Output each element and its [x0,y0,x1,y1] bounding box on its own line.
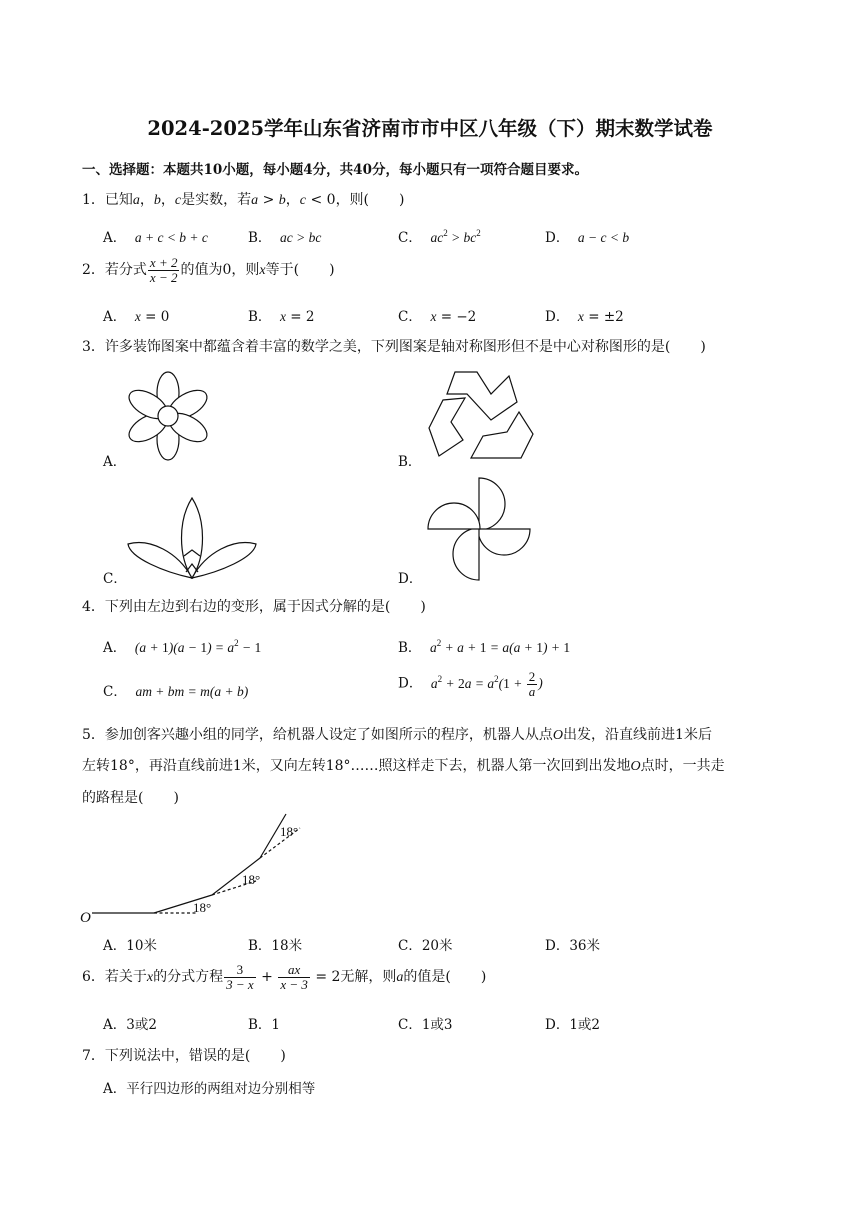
q4-option-a: A． $(a + 1)(a - 1) = a^2 - 1$ [103,638,262,656]
angle-label-3: 18° [280,824,299,839]
question-7: 7．下列说法中，错误的是( ) [82,1048,286,1064]
q1-option-b: B． ac > bc [248,230,322,246]
angle-label-2: 18° [242,872,261,887]
q6-option-a: A．3或2 [103,1017,157,1033]
robot-path-figure [80,810,320,930]
lotus-figure [124,494,260,580]
q3-option-c-label: C． [103,571,127,587]
q2-option-a: A． x = 0 [103,309,170,325]
question-4: 4．下列由左边到右边的变形，属于因式分解的是( ) [82,599,426,615]
q1-option-a: A． a + c < b + c [103,230,208,246]
angle-label-1: 18° [193,900,212,915]
q1-option-c: C． $ac^2 > bc^2$ [398,228,481,246]
question-5-line-2: 左转18°，再沿直线前进1米，又向左转18°……照这样走下去，机器人第一次回到出发地O点时，一共走 [82,758,725,774]
q6-option-c: C．1或3 [398,1017,453,1033]
question-3: 3．许多装饰图案中都蕴含着丰富的数学之美，下列图案是轴对称图形但不是中心对称图形的是( ) [82,339,706,355]
triple-arrow-figure [425,368,537,464]
q4-option-b: B． $a^2 + a + 1 = a(a + 1) + 1$ [398,638,571,656]
point-o-label: O [80,910,91,926]
question-2: 2．若分式 $\frac{x + 2}{x - 2}$ 的值为0，则x等于( ) [82,255,335,285]
q5-option-d: D．36米 [545,938,601,954]
q6-option-d: D．1或2 [545,1017,601,1033]
q2-option-c: C． x = −2 [398,309,477,325]
question-6: 6．若关于x的分式方程 $\frac{3}{3 - x}$ + $\frac{ax}{x - 3}$ = 2无解，则a的值是( ) [82,962,487,992]
q3-option-a-label: A． [103,454,127,470]
question-5-line-3: 的路程是( ) [82,790,179,806]
section-heading: 一、选择题：本题共10小题，每小题4分，共40分，每小题只有一项符合题目要求。 [82,162,588,178]
question-5-line-1: 5．参加创客兴趣小组的同学，给机器人设定了如图所示的程序，机器人从点O出发，沿直线前进1米后 [82,727,712,743]
q5-option-b: B．18米 [248,938,303,954]
q5-option-a: A．10米 [103,938,157,954]
q5-option-c: C．20米 [398,938,453,954]
flower-figure [120,368,216,464]
pinwheel-figure [424,474,534,584]
page-title: 2024-2025学年山东省济南市市中区八年级（下）期末数学试卷 [147,117,713,140]
q3-option-b-label: B． [398,454,422,470]
q2-option-d: D． x = ±2 [545,309,624,325]
q4-option-d: D． $a^2 + 2a = a^2(1$ + $\frac{2}{a}$ ) [398,669,543,699]
q7-option-a: A．平行四边形的两组对边分别相等 [103,1081,316,1097]
q1-option-d: D． a − c < b [545,230,630,246]
q3-option-d-label: D． [398,571,423,587]
q4-option-c: C． am + bm = m(a + b) [103,684,249,700]
question-1: 1．已知a，b，c是实数，若a > b，c < 0，则( ) [82,192,405,208]
q2-option-b: B． x = 2 [248,309,315,325]
q6-option-b: B．1 [248,1017,281,1033]
